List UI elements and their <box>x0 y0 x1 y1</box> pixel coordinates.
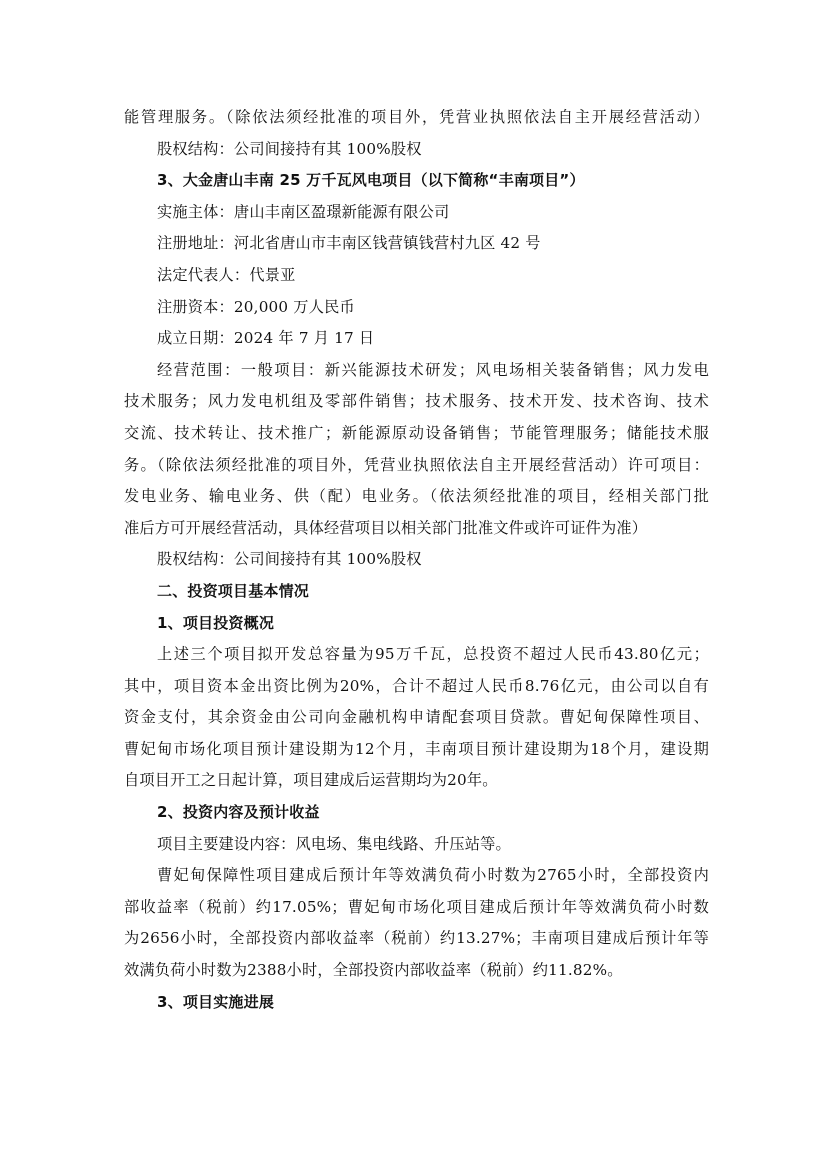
paragraph-line: 曹妃甸保障性项目建成后预计年等效满负荷小时数为2765小时，全部投资内 <box>157 866 709 885</box>
registered-address-line: 注册地址：河北省唐山市丰南区钱营镇钱营村九区 42 号 <box>157 234 541 253</box>
paragraph-line: 部收益率（税前）约17.05%；曹妃甸市场化项目建成后预计年等效满负荷小时数 <box>124 897 709 916</box>
construction-content-line: 项目主要建设内容：风电场、集电线路、升压站等。 <box>157 834 511 853</box>
subheading-implementation-progress: 3、项目实施进展 <box>157 992 275 1011</box>
paragraph-line: 为2656小时，全部投资内部收益率（税前）约13.27%；丰南项目建成后预计年等 <box>124 929 709 948</box>
continued-business-scope-line: 能管理服务。（除依法须经批准的项目外，凭营业执照依法自主开展经营活动） <box>124 108 709 126</box>
paragraph-line: 其中，项目资本金出资比例为20%，合计不超过人民币8.76亿元，由公司以自有 <box>124 676 709 695</box>
paragraph-line: 资金支付，其余资金由公司向金融机构申请配套项目贷款。曹妃甸保障性项目、 <box>124 708 709 727</box>
paragraph-line: 务。（除依法须经批准的项目外，凭营业执照依法自主开展经营活动）许可项目： <box>124 455 709 474</box>
business-scope-paragraph <box>124 355 709 545</box>
establishment-date-line: 成立日期：2024 年 7 月 17 日 <box>157 329 375 348</box>
paragraph-line: 曹妃甸市场化项目预计建设期为12个月，丰南项目预计建设期为18个月，建设期 <box>124 739 709 758</box>
paragraph-line: 交流、技术转让、技术推广；新能源原动设备销售；节能管理服务；储能技术服 <box>124 423 709 442</box>
document-page <box>124 102 709 1018</box>
legal-representative-line: 法定代表人：代景亚 <box>157 265 296 284</box>
registered-capital-line: 注册资本：20,000 万人民币 <box>157 297 355 316</box>
equity-structure-line: 股权结构：公司间接持有其 100%股权 <box>157 139 422 158</box>
paragraph-line: 技术服务；风力发电机组及零部件销售；技术服务、技术开发、技术咨询、技术 <box>124 392 709 411</box>
implementing-entity-line: 实施主体：唐山丰南区盈璟新能源有限公司 <box>157 202 450 221</box>
subheading-content-and-returns: 2、投资内容及预计收益 <box>157 803 320 822</box>
equity-structure-line: 股权结构：公司间接持有其 100%股权 <box>157 550 422 569</box>
expected-returns-paragraph <box>124 860 709 986</box>
investment-overview-paragraph <box>124 639 709 797</box>
section-heading-investment-basics: 二、投资项目基本情况 <box>157 581 310 600</box>
paragraph-line: 准后方可开展经营活动，具体经营项目以相关部门批准文件或许可证件为准） <box>124 518 648 537</box>
paragraph-line: 经营范围：一般项目：新兴能源技术研发；风电场相关装备销售；风力发电 <box>157 360 709 379</box>
paragraph-line: 效满负荷小时数为2388小时，全部投资内部收益率（税前）约11.82%。 <box>124 961 623 980</box>
paragraph-line: 自项目开工之日起计算，项目建成后运营期均为20年。 <box>124 771 498 790</box>
paragraph-line: 发电业务、输电业务、供（配）电业务。（依法须经批准的项目，经相关部门批 <box>124 487 709 506</box>
paragraph-line: 上述三个项目拟开发总容量为95万千瓦，总投资不超过人民币43.80亿元； <box>157 645 709 664</box>
section-heading-fengnan-project: 3、大金唐山丰南 25 万千瓦风电项目（以下简称“丰南项目”） <box>157 171 585 190</box>
subheading-investment-overview: 1、项目投资概况 <box>157 613 275 632</box>
